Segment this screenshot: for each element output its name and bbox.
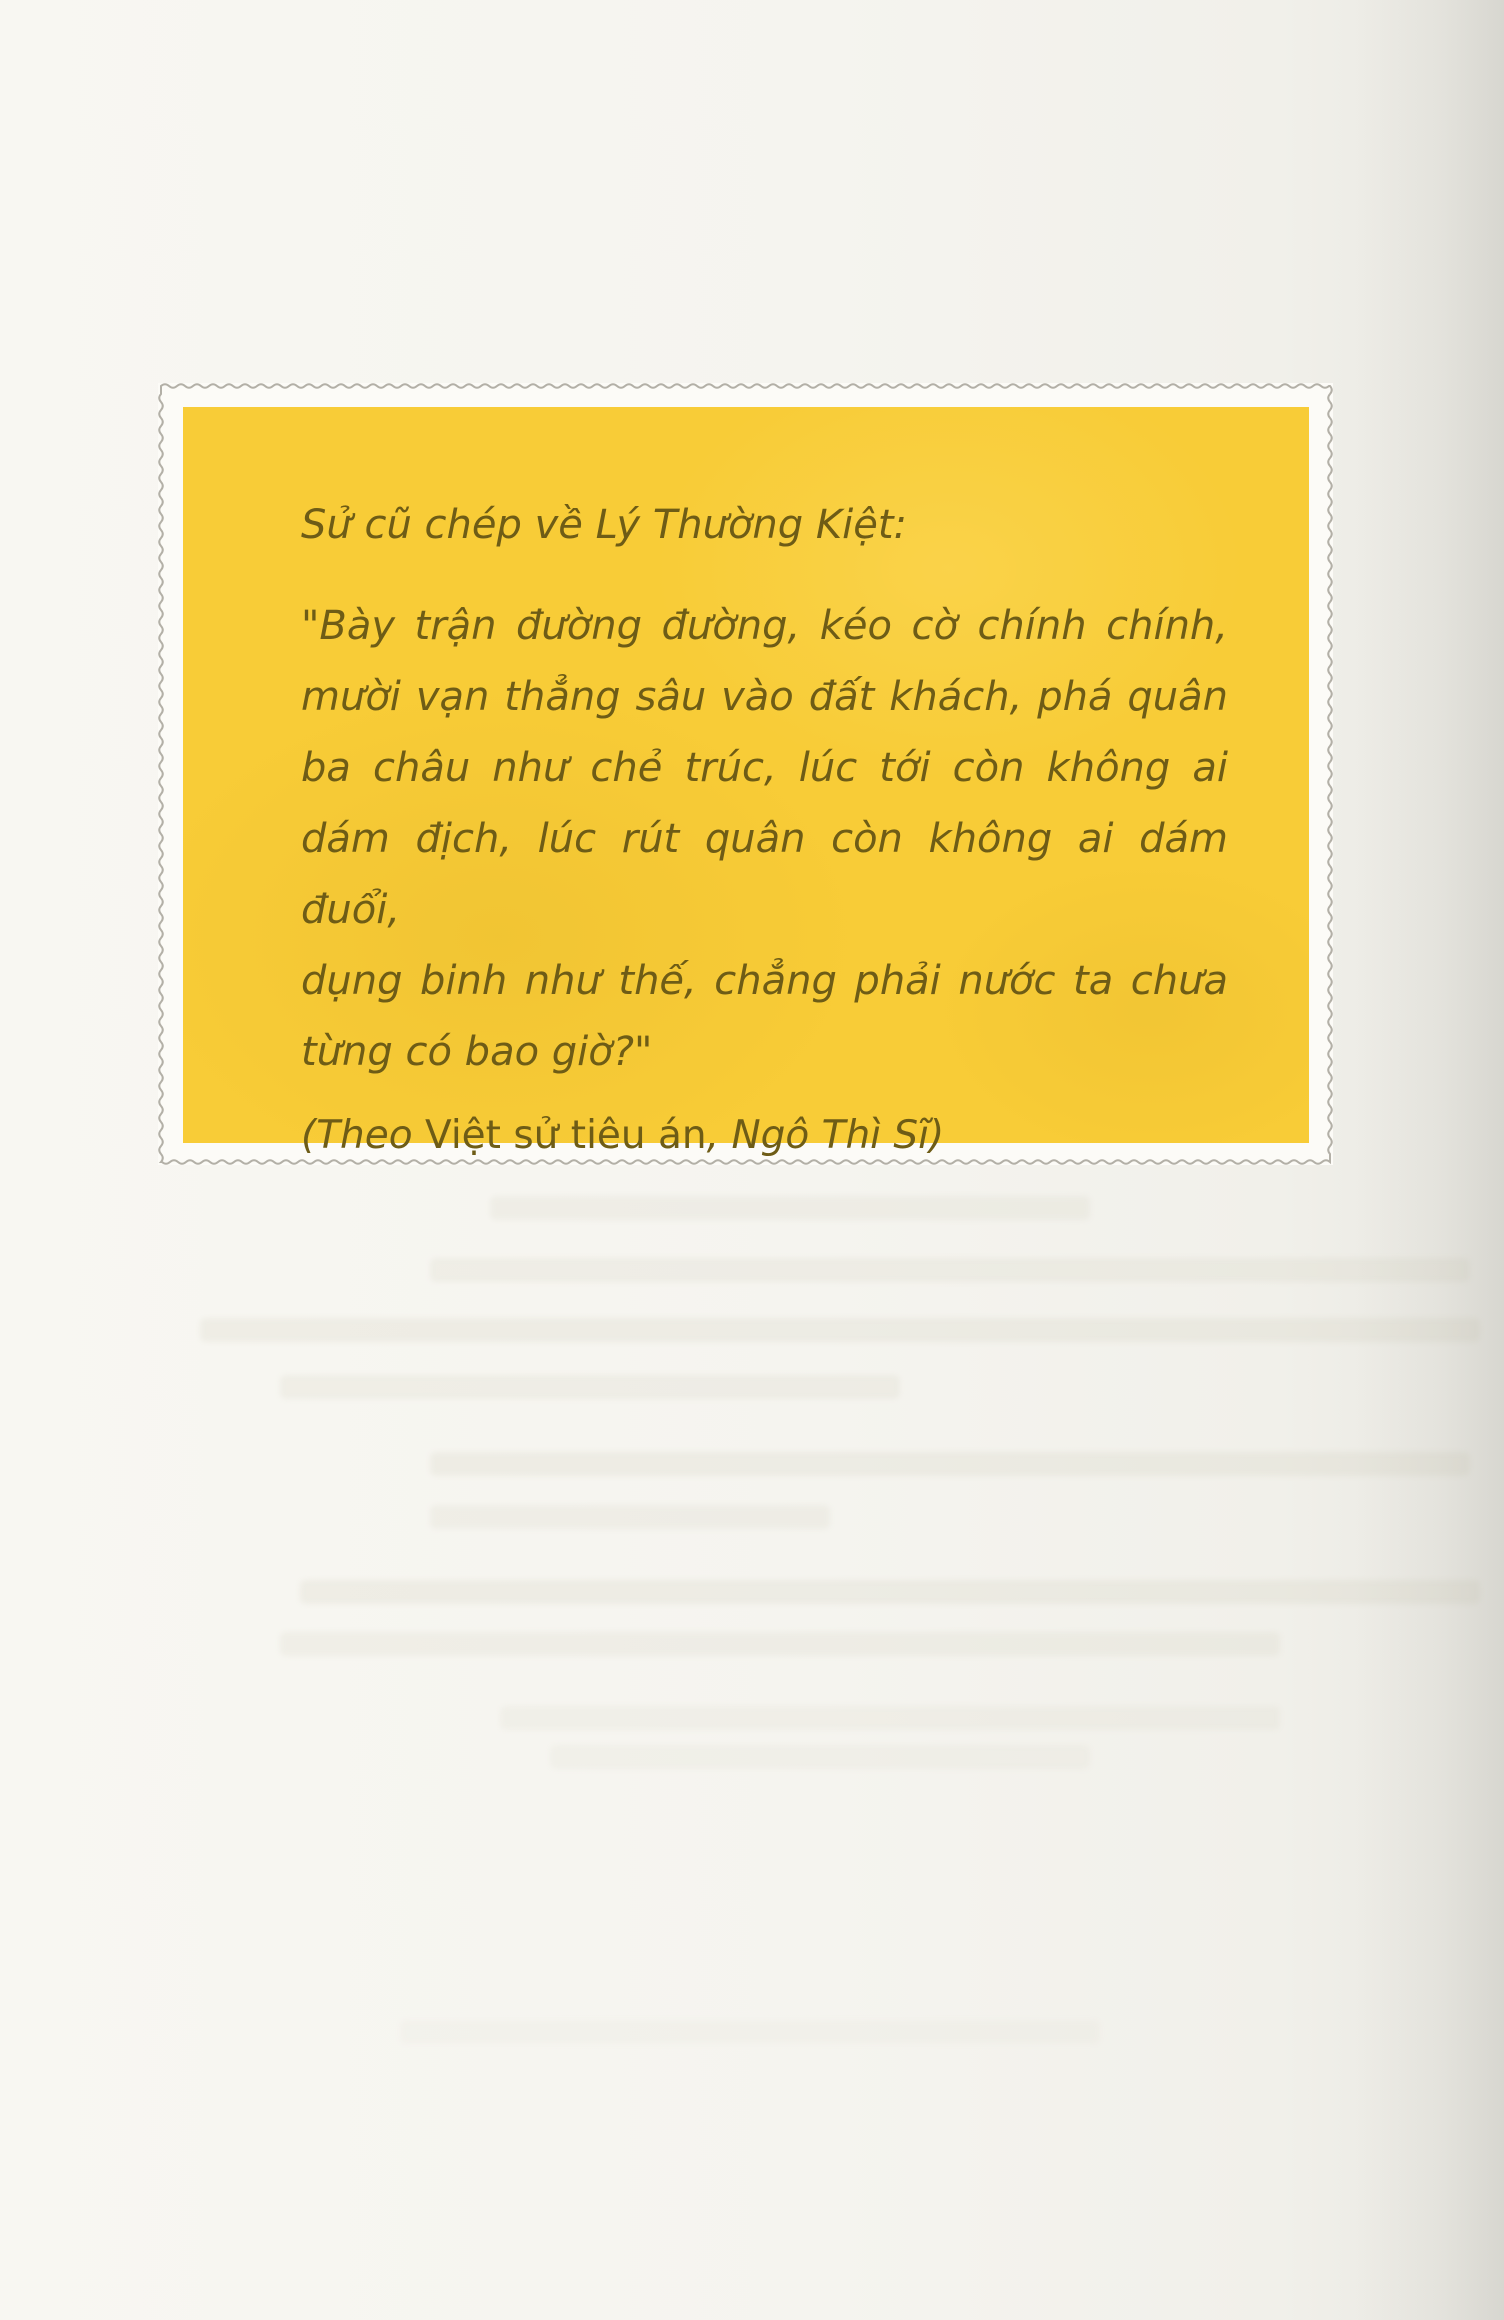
ghost-line [430, 1452, 1470, 1476]
citation-prefix: (Theo [301, 1113, 426, 1158]
quote-line: "Bày trận đường đường, kéo cờ chính chính, [301, 603, 1228, 649]
citation-work-title: Việt sử tiêu án [425, 1113, 707, 1158]
page-edge-shading [1354, 0, 1504, 2320]
ghost-line [200, 1318, 1480, 1342]
quote-line: dụng binh như thế, chẳng phải nước ta chưa [301, 958, 1228, 1004]
quote-line: ba châu như chẻ trúc, lúc tới còn không ai [301, 745, 1228, 791]
quote-paragraph [301, 591, 1228, 1088]
ghost-line [550, 1745, 1090, 1769]
ghost-line [430, 1505, 830, 1529]
ghost-line [280, 1632, 1280, 1656]
citation-author: , Ngô Thì Sĩ) [706, 1113, 945, 1158]
quote-box [183, 407, 1309, 1158]
ghost-line [430, 1258, 1470, 1282]
ghost-line [500, 1706, 1280, 1730]
quote-citation [301, 1110, 1228, 1162]
ghost-line [490, 1196, 1090, 1220]
quote-line-last: từng có bao giờ?" [301, 1029, 653, 1075]
ghost-line [300, 1580, 1480, 1604]
quote-line: mười vạn thẳng sâu vào đất khách, phá quân [301, 674, 1228, 720]
quote-intro: Sử cũ chép về Lý Thường Kiệt: [301, 502, 907, 548]
ghost-line [400, 2020, 1100, 2044]
quote-line: dám địch, lúc rút quân còn không ai dám đuổi, [301, 816, 1228, 933]
quote-frame [158, 383, 1333, 1165]
ghost-line [280, 1375, 900, 1399]
